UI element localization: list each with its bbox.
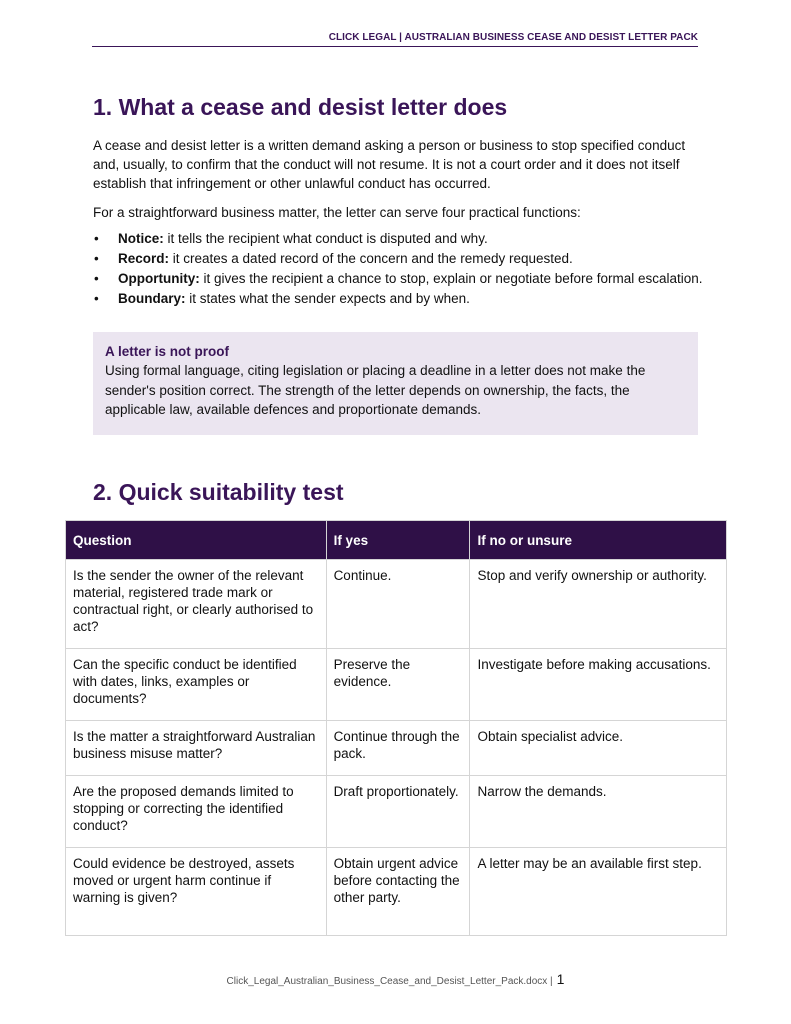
table-cell: Can the specific conduct be identified with dates, links, examples or documents? bbox=[66, 649, 327, 721]
column-header: If no or unsure bbox=[470, 521, 727, 560]
callout-box bbox=[93, 332, 698, 435]
functions-intro: For a straightforward business matter, the letter can serve four practical functions: bbox=[93, 205, 581, 220]
bullet-text: it gives the recipient a chance to stop, explain or negotiate before formal escalation. bbox=[199, 271, 703, 286]
table-cell: Obtain specialist advice. bbox=[470, 721, 727, 776]
bullet-icon: • bbox=[94, 251, 99, 266]
table-row bbox=[66, 776, 727, 848]
section-2-heading: 2. Quick suitability test bbox=[93, 479, 344, 505]
list-item bbox=[93, 229, 703, 249]
page-footer bbox=[0, 971, 791, 987]
functions-list bbox=[93, 229, 703, 309]
table-cell: Narrow the demands. bbox=[470, 776, 727, 848]
table-row bbox=[66, 721, 727, 776]
bullet-term: Boundary: bbox=[118, 291, 186, 306]
suitability-table bbox=[65, 520, 727, 936]
table-cell: Continue through the pack. bbox=[326, 721, 470, 776]
bullet-term: Notice: bbox=[118, 231, 164, 246]
bullet-icon: • bbox=[94, 291, 99, 306]
table-cell: Could evidence be destroyed, assets moved or urgent harm continue if warning is given? bbox=[66, 848, 327, 936]
table-cell: Are the proposed demands limited to stopping or correcting the identified conduct? bbox=[66, 776, 327, 848]
table-cell: Investigate before making accusations. bbox=[470, 649, 727, 721]
table-header-row bbox=[66, 521, 727, 560]
bullet-term: Record: bbox=[118, 251, 170, 266]
bullet-text: it states what the sender expects and by when. bbox=[185, 291, 470, 306]
section-1-heading: 1. What a cease and desist letter does bbox=[93, 94, 508, 120]
bullet-text: it creates a dated record of the concern and the remedy requested. bbox=[169, 251, 573, 266]
bullet-icon: • bbox=[94, 271, 99, 286]
table-cell: Preserve the evidence. bbox=[326, 649, 470, 721]
running-header: CLICK LEGAL | AUSTRALIAN BUSINESS CEASE AND DESIST LETTER PACK bbox=[92, 32, 698, 47]
table-row bbox=[66, 848, 727, 936]
intro-paragraph: A cease and desist letter is a written demand asking a person or business to stop specified conduct and, usually, to confirm that the conduct will not resume. It is not a court order and it does not itself establish that infringement or other unlawful conduct has occurred. bbox=[93, 138, 686, 191]
bullet-text: it tells the recipient what conduct is disputed and why. bbox=[163, 231, 488, 246]
table-cell: Is the matter a straightforward Australian business misuse matter? bbox=[66, 721, 327, 776]
table-cell: Is the sender the owner of the relevant material, registered trade mark or contractual right, or clearly authorised to act? bbox=[66, 560, 327, 649]
bullet-term: Opportunity: bbox=[118, 271, 200, 286]
footer-filename: Click_Legal_Australian_Business_Cease_and_Desist_Letter_Pack.docx | bbox=[226, 976, 553, 987]
table-row bbox=[66, 560, 727, 649]
column-header: Question bbox=[66, 521, 327, 560]
table-row bbox=[66, 649, 727, 721]
list-item bbox=[93, 269, 703, 289]
callout-body: Using formal language, citing legislation or placing a deadline in a letter does not make the sender's position correct. The strength of the letter depends on ownership, the facts, the applicable law, available defences and proportionate demands. bbox=[105, 363, 646, 417]
list-item bbox=[93, 289, 703, 309]
page-number: 1 bbox=[556, 971, 565, 987]
table-cell: Draft proportionately. bbox=[326, 776, 470, 848]
list-item bbox=[93, 249, 703, 269]
table-cell: Obtain urgent advice before contacting the other party. bbox=[326, 848, 470, 936]
table-cell: Stop and verify ownership or authority. bbox=[470, 560, 727, 649]
column-header: If yes bbox=[326, 521, 470, 560]
table-cell: Continue. bbox=[326, 560, 470, 649]
table-cell: A letter may be an available first step. bbox=[470, 848, 727, 936]
bullet-icon: • bbox=[94, 231, 99, 246]
callout-title: A letter is not proof bbox=[105, 344, 229, 359]
